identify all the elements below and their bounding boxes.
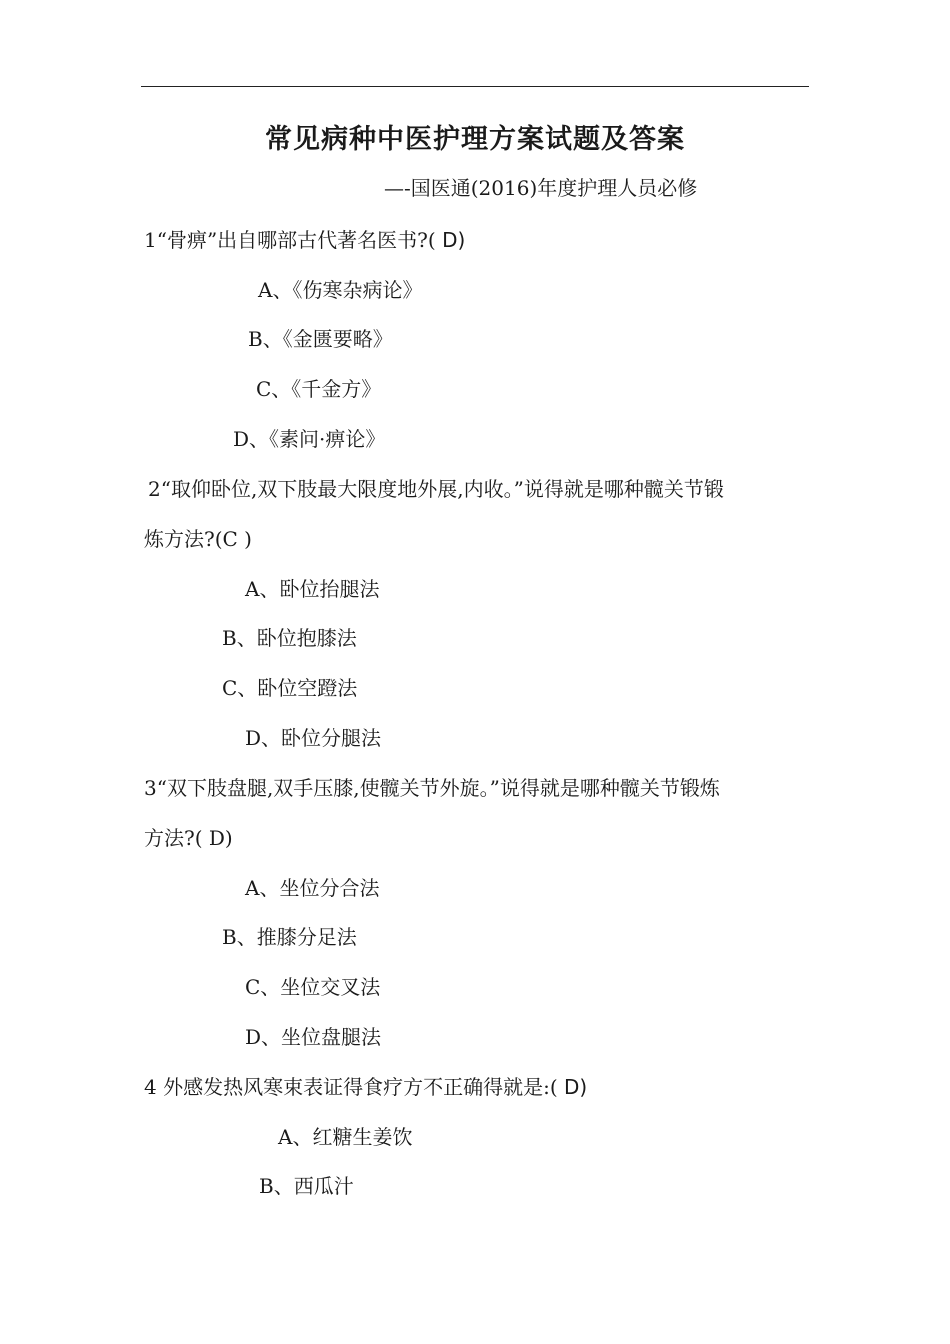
document-title: 常见病种中医护理方案试题及答案 xyxy=(265,124,685,155)
question-4-option-b: B、西瓜汁 xyxy=(259,1174,354,1198)
question-1-option-a: A、《伤寒杂病论》 xyxy=(258,278,423,302)
document-subtitle: —-国医通(2016)年度护理人员必修 xyxy=(384,176,698,200)
question-1-option-c: C、《千金方》 xyxy=(256,377,382,401)
question-2-option-d: D、卧位分腿法 xyxy=(245,726,382,750)
question-1-option-b: B、《金匮要略》 xyxy=(248,327,393,351)
question-2-option-b: B、卧位抱膝法 xyxy=(222,626,357,650)
question-3-option-b: B、推膝分足法 xyxy=(222,925,357,949)
question-4-option-a: A、红糖生姜饮 xyxy=(278,1125,413,1149)
question-4-text: 4 外感发热风寒束表证得食疗方不正确得就是:( xyxy=(144,1075,558,1099)
question-1-text: 1“骨痹”出自哪部古代著名医书?( xyxy=(144,228,436,252)
header-rule xyxy=(141,86,809,87)
question-2-stem-line-1: 2“取仰卧位,双下肢最大限度地外展,内收。”说得就是哪种髋关节锻 xyxy=(148,477,724,501)
question-3-option-c: C、坐位交叉法 xyxy=(245,975,381,999)
question-1-stem xyxy=(144,224,465,256)
question-3-option-d: D、坐位盘腿法 xyxy=(245,1025,382,1049)
question-3-option-a: A、坐位分合法 xyxy=(245,876,380,900)
question-2-option-c: C、卧位空蹬法 xyxy=(222,676,358,700)
question-2-stem-line-2: 炼方法?(C ) xyxy=(144,527,252,551)
question-4-answer: D) xyxy=(563,1075,588,1099)
question-4-stem xyxy=(144,1071,587,1103)
question-1-option-d: D、《素问·痹论》 xyxy=(233,427,386,451)
question-1-answer: D) xyxy=(442,228,466,252)
question-2-option-a: A、卧位抬腿法 xyxy=(245,577,380,601)
question-3-stem-line-2: 方法?( D) xyxy=(144,826,233,850)
question-3-stem-line-1: 3“双下肢盘腿,双手压膝,使髋关节外旋。”说得就是哪种髋关节锻炼 xyxy=(144,776,720,800)
